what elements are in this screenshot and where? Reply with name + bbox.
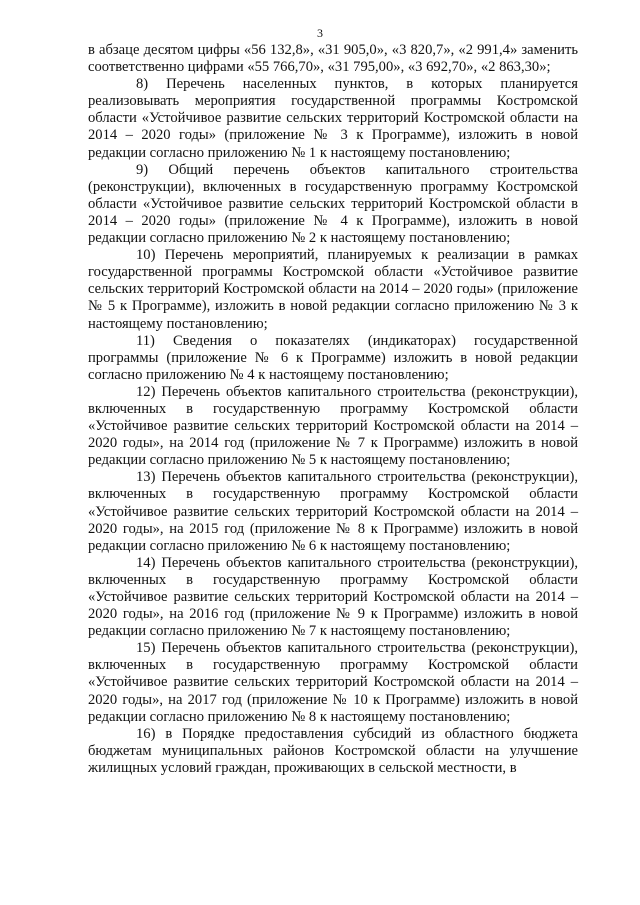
paragraph-item-12: 12) Перечень объектов капитального строительства (реконструкции), включенных в государственную программу Костромской области «Устойчивое развитие сельских территорий Костромской области на 2014 – 2020 годы», на 2014 год (приложение № 7 к Программе) изложить в новой редакции согласно приложению № 5 к настоящему постановлению;: [88, 383, 578, 469]
paragraph-item-11: 11) Сведения о показателях (индикаторах) государственной программы (приложение № 6 к Программе) изложить в новой редакции согласно приложению № 4 к настоящему постановлению;: [88, 332, 578, 383]
paragraph-item-9: 9) Общий перечень объектов капитального строительства (реконструкции), включенных в государственную программу Костромской области «Устойчивое развитие сельских территорий Костромской области в 2014 – 2020 годы» (приложение № 4 к Программе), изложить в новой редакции согласно приложению № 2 к настоящему постановлению;: [88, 161, 578, 247]
paragraph-item-8: 8) Перечень населенных пунктов, в которых планируется реализовывать мероприятия государственной программы Костромской области «Устойчивое развитие сельских территорий Костромской области на 2014 – 2020 годы» (приложение № 3 к Программе), изложить в новой редакции согласно приложению № 1 к настоящему постановлению;: [88, 76, 578, 161]
paragraph-item-16: 16) в Порядке предоставления субсидий из областного бюджета бюджетам муниципальных районов Костромской области на улучшение жилищных условий граждан, проживающих в сельской местности, в: [88, 725, 578, 776]
paragraph-item-13: 13) Перечень объектов капитального строительства (реконструкции), включенных в государственную программу Костромской области «Устойчивое развитие сельских территорий Костромской области на 2014 – 2020 годы», на 2015 год (приложение № 8 к Программе) изложить в новой редакции согласно приложению № 6 к настоящему постановлению;: [88, 469, 578, 554]
paragraph-item-14: 14) Перечень объектов капитального строительства (реконструкции), включенных в государственную программу Костромской области «Устойчивое развитие сельских территорий Костромской области на 2014 – 2020 годы», на 2016 год (приложение № 9 к Программе) изложить в новой редакции согласно приложению № 7 к настоящему постановлению;: [88, 554, 578, 640]
paragraph-abzac-10: в абзаце десятом цифры «56 132,8», «31 905,0», «3 820,7», «2 991,4» заменить соответственно цифрами «55 766,70», «31 795,00», «3 692,70», «2 863,30»;: [88, 42, 578, 76]
document-body: [88, 42, 578, 777]
paragraph-item-15: 15) Перечень объектов капитального строительства (реконструкции), включенных в государственную программу Костромской области «Устойчивое развитие сельских территорий Костромской области на 2014 – 2020 годы», на 2017 год (приложение № 10 к Программе) изложить в новой редакции согласно приложению № 8 к настоящему постановлению;: [88, 640, 578, 725]
page-number: 3: [317, 26, 323, 40]
paragraph-item-10: 10) Перечень мероприятий, планируемых к реализации в рамках государственной программы Костромской области «Устойчивое развитие сельских территорий Костромской области на 2014 – 2020 годы» (приложение № 5 к Программе), изложить в новой редакции согласно приложению № 3 к настоящему постановлению;: [88, 247, 578, 332]
